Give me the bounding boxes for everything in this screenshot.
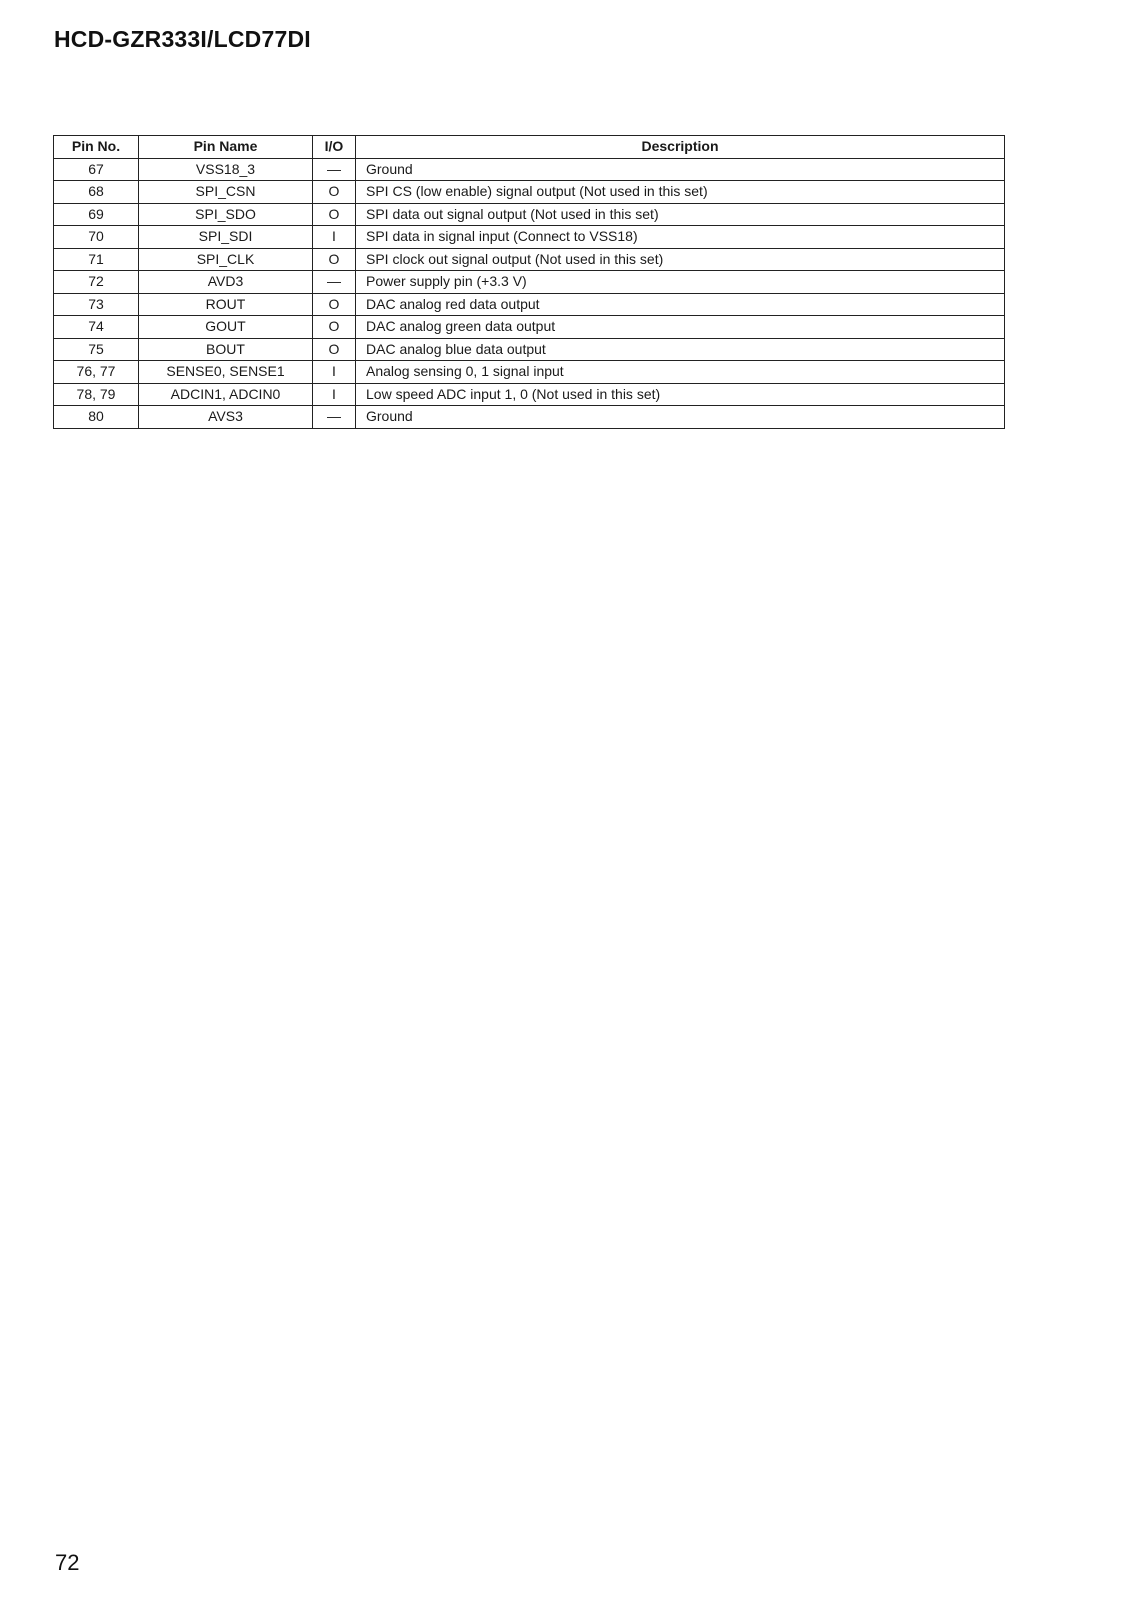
io-cell: O xyxy=(313,338,356,361)
table-header-row xyxy=(54,136,1005,159)
pin-no-cell: 71 xyxy=(54,248,139,271)
description-cell: DAC analog green data output xyxy=(356,316,1005,339)
pin-name-cell: VSS18_3 xyxy=(139,158,313,181)
pin-no-cell: 70 xyxy=(54,226,139,249)
table-row xyxy=(54,181,1005,204)
pin-name-cell: BOUT xyxy=(139,338,313,361)
column-header-pin-no: Pin No. xyxy=(54,136,139,159)
pin-no-cell: 74 xyxy=(54,316,139,339)
column-header-description: Description xyxy=(356,136,1005,159)
table-row xyxy=(54,158,1005,181)
column-header-pin-name: Pin Name xyxy=(139,136,313,159)
description-cell: DAC analog blue data output xyxy=(356,338,1005,361)
table-row xyxy=(54,361,1005,384)
io-cell: O xyxy=(313,203,356,226)
table-row xyxy=(54,248,1005,271)
table-row xyxy=(54,271,1005,294)
io-cell: O xyxy=(313,316,356,339)
io-cell: I xyxy=(313,361,356,384)
io-cell: O xyxy=(313,181,356,204)
pin-name-cell: SPI_CLK xyxy=(139,248,313,271)
pin-no-cell: 69 xyxy=(54,203,139,226)
pin-name-cell: ADCIN1, ADCIN0 xyxy=(139,383,313,406)
description-cell: DAC analog red data output xyxy=(356,293,1005,316)
pin-name-cell: ROUT xyxy=(139,293,313,316)
pin-no-cell: 80 xyxy=(54,406,139,429)
table-row xyxy=(54,338,1005,361)
pin-name-cell: SPI_SDI xyxy=(139,226,313,249)
io-cell: — xyxy=(313,406,356,429)
io-cell: O xyxy=(313,248,356,271)
description-cell: Ground xyxy=(356,158,1005,181)
io-cell: — xyxy=(313,271,356,294)
io-cell: I xyxy=(313,226,356,249)
description-cell: Low speed ADC input 1, 0 (Not used in this set) xyxy=(356,383,1005,406)
pin-no-cell: 68 xyxy=(54,181,139,204)
description-cell: SPI clock out signal output (Not used in this set) xyxy=(356,248,1005,271)
pin-no-cell: 73 xyxy=(54,293,139,316)
pin-name-cell: SENSE0, SENSE1 xyxy=(139,361,313,384)
description-cell: SPI CS (low enable) signal output (Not used in this set) xyxy=(356,181,1005,204)
table-row xyxy=(54,406,1005,429)
table-row xyxy=(54,226,1005,249)
pin-description-table xyxy=(53,135,1005,429)
pin-no-cell: 78, 79 xyxy=(54,383,139,406)
column-header-io: I/O xyxy=(313,136,356,159)
table-row xyxy=(54,293,1005,316)
io-cell: O xyxy=(313,293,356,316)
pin-name-cell: SPI_SDO xyxy=(139,203,313,226)
pin-name-cell: AVS3 xyxy=(139,406,313,429)
document-title: HCD-GZR333I/LCD77DI xyxy=(54,26,311,52)
pin-name-cell: SPI_CSN xyxy=(139,181,313,204)
pin-no-cell: 72 xyxy=(54,271,139,294)
io-cell: I xyxy=(313,383,356,406)
description-cell: SPI data in signal input (Connect to VSS18) xyxy=(356,226,1005,249)
pin-no-cell: 67 xyxy=(54,158,139,181)
table-row xyxy=(54,316,1005,339)
io-cell: — xyxy=(313,158,356,181)
table-row xyxy=(54,383,1005,406)
description-cell: Power supply pin (+3.3 V) xyxy=(356,271,1005,294)
pin-no-cell: 76, 77 xyxy=(54,361,139,384)
description-cell: SPI data out signal output (Not used in this set) xyxy=(356,203,1005,226)
page-number: 72 xyxy=(55,1550,80,1575)
table-row xyxy=(54,203,1005,226)
pin-no-cell: 75 xyxy=(54,338,139,361)
pin-name-cell: AVD3 xyxy=(139,271,313,294)
pin-name-cell: GOUT xyxy=(139,316,313,339)
description-cell: Analog sensing 0, 1 signal input xyxy=(356,361,1005,384)
description-cell: Ground xyxy=(356,406,1005,429)
